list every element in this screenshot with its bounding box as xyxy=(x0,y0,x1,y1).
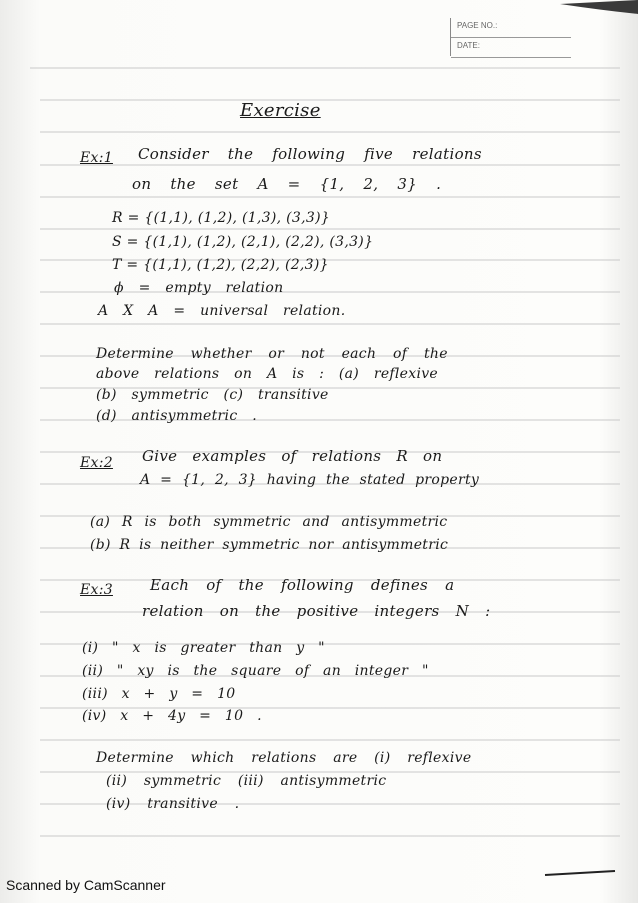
ex2-line1: Give examples of relations R on xyxy=(142,447,443,465)
ex3-label: Ex:3 xyxy=(80,582,113,598)
page-date-box xyxy=(450,18,571,56)
ex3-question-line1: Determine which relations are (i) reflexive xyxy=(96,750,472,766)
ex3-item-iv: (iv) x + 4y = 10 . xyxy=(82,708,262,724)
ex2-line2: A = {1, 2, 3} having the stated property xyxy=(140,472,480,488)
ex1-line1: Consider the following five relations xyxy=(138,145,482,163)
date-label: DATE: xyxy=(451,38,571,58)
ex3-question-line3: (iv) transitive . xyxy=(106,796,240,812)
ex1-question-line3: (b) symmetric (c) transitive xyxy=(96,387,329,403)
ex1-line2: on the set A = {1, 2, 3} . xyxy=(132,175,442,193)
relation-axa: A X A = universal relation. xyxy=(98,303,346,319)
ex2-part-a: (a) R is both symmetric and antisymmetric xyxy=(90,514,448,530)
ex1-question-line1: Determine whether or not each of the xyxy=(96,346,448,362)
ex1-label: Ex:1 xyxy=(80,150,113,166)
ex3-item-i: (i) " x is greater than y " xyxy=(82,640,325,656)
relation-t: T = {(1,1), (1,2), (2,2), (2,3)} xyxy=(112,257,329,273)
ex3-question-line2: (ii) symmetric (iii) antisymmetric xyxy=(106,773,387,789)
ex2-part-b: (b) R is neither symmetric nor antisymmetric xyxy=(90,537,449,553)
ex3-item-iii: (iii) x + y = 10 xyxy=(82,686,236,702)
ex1-question-line4: (d) antisymmetric . xyxy=(96,408,257,424)
page-no-label: PAGE NO.: xyxy=(451,18,571,38)
ex3-line2: relation on the positive integers N : xyxy=(142,602,491,620)
relation-phi: ϕ = empty relation xyxy=(114,280,284,296)
ex3-item-ii: (ii) " xy is the square of an integer " xyxy=(82,663,429,679)
ex1-question-line2: above relations on A is : (a) reflexive xyxy=(96,366,439,382)
ex2-label: Ex:2 xyxy=(80,455,113,471)
relation-r: R = {(1,1), (1,2), (1,3), (3,3)} xyxy=(112,210,331,226)
ex3-line1: Each of the following defines a xyxy=(150,576,455,594)
relation-s: S = {(1,1), (1,2), (2,1), (2,2), (3,3)} xyxy=(112,234,374,250)
scanner-watermark: Scanned by CamScanner xyxy=(6,877,166,893)
exercise-title: Exercise xyxy=(240,100,321,121)
